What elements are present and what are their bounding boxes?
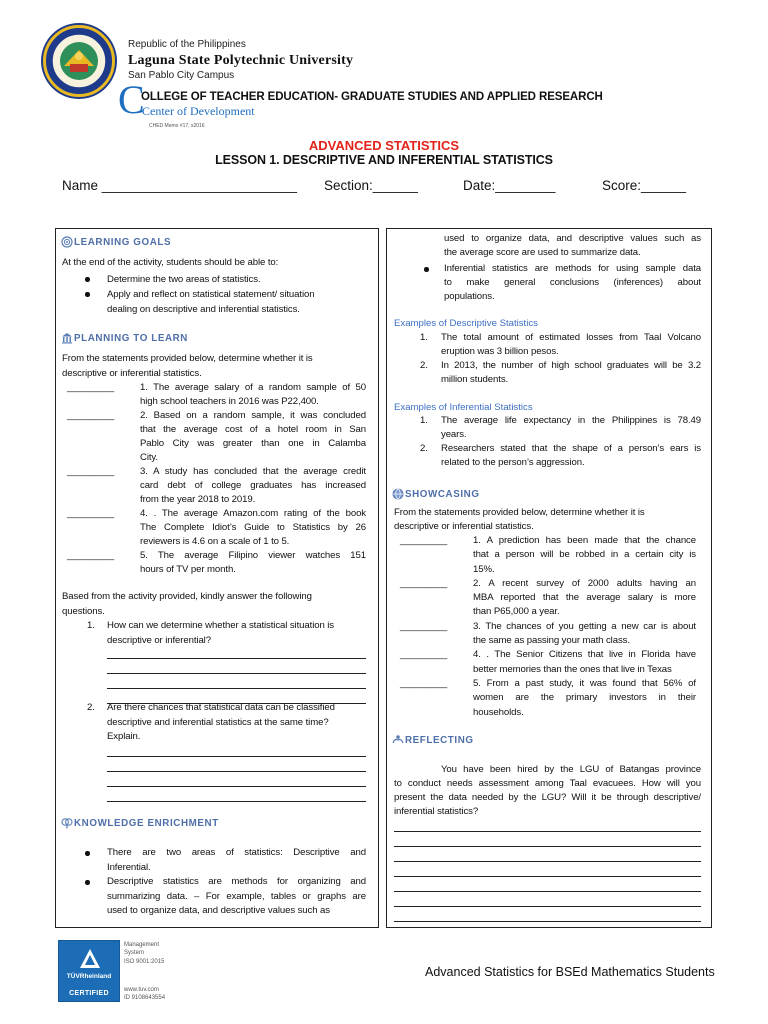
- knowledge-title: KNOWLEDGE ENRICHMENT: [74, 817, 219, 829]
- list-item-text: [107, 272, 366, 287]
- text-line: dealing on descriptive and inferential statistics.: [107, 304, 300, 315]
- text-line: Determine the two areas of statistics.: [107, 274, 261, 285]
- answer-blank[interactable]: _________: [67, 550, 115, 561]
- management-label: Management: [124, 942, 160, 948]
- text-line: From the statements provided below, determine whether it is: [62, 353, 313, 364]
- answer-line[interactable]: [107, 757, 366, 772]
- statement-text: [140, 409, 366, 465]
- name-field: Name __________________________: [62, 178, 297, 193]
- text-line: Inferential.: [107, 861, 151, 873]
- planning-heading: [61, 331, 188, 345]
- text-line: questions.: [62, 605, 105, 617]
- text-line: 5. From a past study, it was found that 56% of: [473, 677, 696, 689]
- iso-label: ISO 9001:2015: [124, 959, 165, 965]
- list-item: [82, 287, 366, 317]
- answer-blank[interactable]: _________: [400, 535, 448, 546]
- answer-line[interactable]: [107, 787, 366, 802]
- learning-goals-title: LEARNING GOALS: [74, 236, 172, 248]
- ched-memo: CHED Memo #17, s2016: [149, 123, 205, 129]
- planning-title: PLANNING TO LEARN: [74, 332, 188, 344]
- reflecting-prompt: [394, 763, 701, 819]
- text-line: inferential statistics?: [394, 806, 479, 817]
- text-line: used to organize data, and descriptive values such as: [444, 233, 701, 244]
- text-line: households.: [473, 706, 524, 718]
- text-line: than P65,000 a year.: [473, 606, 560, 618]
- cert-label: CERTIFIED: [69, 990, 109, 997]
- list-item-text: [107, 875, 366, 919]
- text-line: the average score are used to summarize data.: [444, 247, 641, 258]
- question-2-answer-lines[interactable]: [107, 742, 366, 802]
- statement-item: [67, 381, 366, 409]
- course-title: ADVANCED STATISTICS: [308, 138, 460, 153]
- building-icon: [61, 332, 73, 344]
- statement-text: [140, 549, 366, 577]
- bullet: [85, 880, 90, 885]
- text-line: 3. The chances of you getting a new car is about: [473, 620, 696, 632]
- text-line: better memories than the ones that live in Texas: [473, 663, 672, 675]
- text-line: present the data needed by the LGU? Will it be through descriptive/: [394, 792, 701, 803]
- brain-icon: [61, 817, 73, 829]
- reflecting-heading: [392, 733, 474, 747]
- text-line: The average life expectancy in the Philippines is 78.49: [441, 415, 701, 426]
- text-line: million students.: [441, 374, 509, 385]
- text-line: City.: [140, 452, 158, 463]
- text-line: The total amount of estimated losses from Taal Volcano: [441, 332, 701, 343]
- college-name: OLLEGE OF TEACHER EDUCATION- GRADUATE STUDIES AND APPLIED RESEARCH: [141, 91, 603, 103]
- text-line: 3. A study has concluded that the average credit: [140, 466, 366, 477]
- statement-item: [400, 577, 696, 620]
- statement-text: [140, 465, 366, 507]
- answer-line[interactable]: [107, 644, 366, 659]
- inferential-examples-heading: Examples of Inferential Statistics: [394, 402, 533, 413]
- showcasing-heading: [392, 487, 480, 501]
- statement-text: [473, 677, 696, 720]
- inferential-examples-list: [420, 414, 701, 470]
- text-line: from the year 2018 to 2019.: [140, 494, 256, 505]
- date-field: Date:________: [463, 178, 556, 193]
- text-line: to make general conclusions (inferences) about: [444, 277, 701, 288]
- answer-blank[interactable]: _________: [67, 410, 115, 421]
- text-line: descriptive and inferential statistics at the same time?: [107, 716, 329, 728]
- target-icon: [61, 236, 73, 248]
- text-line: The Complete Idiot’s Guide to Statistics by 26: [140, 522, 366, 533]
- bullet: [85, 851, 90, 856]
- republic-label: Republic of the Philippines: [128, 39, 246, 50]
- statement-item: [67, 465, 366, 507]
- learning-goals-intro: At the end of the activity, students should be able to:: [62, 257, 279, 268]
- question-text: [107, 701, 366, 745]
- text-line: Inferential statistics are methods for using sample data: [444, 263, 701, 274]
- showcasing-intro: [394, 506, 701, 534]
- planning-intro: [62, 352, 366, 381]
- descriptive-examples-list: [420, 331, 701, 387]
- list-item: [82, 846, 366, 875]
- text-line: descriptive or inferential statistics.: [394, 521, 534, 532]
- campus-name: San Pablo City Campus: [128, 70, 235, 81]
- answer-line[interactable]: [394, 907, 701, 922]
- text-line: card debt of college graduates has increased: [140, 480, 366, 491]
- statement-item: [67, 409, 366, 465]
- text-line: the same as passing your math class.: [473, 635, 630, 647]
- reflecting-answer-lines[interactable]: [394, 817, 701, 922]
- statement-item: [67, 549, 366, 577]
- text-line: Explain.: [107, 731, 141, 742]
- text-line: to conduct needs assessment among Taal evacuees. How will you: [394, 778, 701, 789]
- statement-item: [400, 534, 696, 577]
- text-line: related to the person’s aggression.: [441, 457, 585, 468]
- cert-brand: TÜVRheinland: [66, 973, 112, 980]
- text-line: 2. Based on a random sample, it was concluded: [140, 410, 366, 421]
- bullet: [85, 277, 90, 282]
- text-line: How can we determine whether a statistical situation is: [107, 620, 334, 631]
- example-text: [441, 414, 701, 442]
- text-line: Based from the activity provided, kindly answer the following: [62, 591, 312, 602]
- text-line: 5. The average Filipino viewer watches 151: [140, 550, 366, 561]
- tuv-website: www.tuv.com: [124, 987, 159, 993]
- answer-blank[interactable]: _________: [67, 382, 115, 393]
- text-line: You have been hired by the LGU of Batangas province: [441, 764, 701, 775]
- answer-line[interactable]: [394, 832, 701, 847]
- text-line: 2. A recent survey of 2000 adults having an: [473, 577, 696, 589]
- questions-intro: [62, 590, 366, 619]
- learning-goals-list: [82, 272, 366, 317]
- showcasing-list: [400, 534, 696, 720]
- footer-title: Advanced Statistics for BSEd Mathematics Students: [425, 965, 715, 979]
- list-item-text: [107, 287, 366, 317]
- university-name: Laguna State Polytechnic University: [128, 53, 354, 68]
- example-number: 1.: [420, 415, 428, 426]
- example-number: 2.: [420, 443, 428, 454]
- answer-line[interactable]: [394, 847, 701, 862]
- score-field: Score:______: [602, 178, 687, 193]
- answer-blank[interactable]: _________: [400, 677, 448, 689]
- planning-list: [67, 381, 366, 577]
- text-line: Are there chances that statistical data can be classified: [107, 702, 335, 713]
- statement-text: [140, 381, 366, 409]
- text-line: that the average cost of a hotel room in San: [140, 424, 366, 435]
- certificate-id: ID 9108643554: [124, 995, 166, 1001]
- text-line: populations.: [444, 291, 495, 302]
- answer-line[interactable]: [394, 877, 701, 892]
- answer-blank[interactable]: _________: [67, 466, 115, 477]
- reflecting-hands-icon: [392, 734, 404, 746]
- text-line: There are two areas of statistics: Descriptive and: [107, 847, 366, 858]
- text-line: used to organize data, and descriptive values such as: [107, 905, 330, 916]
- section-field: Section:______: [324, 178, 418, 193]
- text-line: 15%.: [473, 563, 495, 575]
- answer-blank[interactable]: _________: [67, 508, 115, 519]
- inferential-definition: [444, 262, 701, 304]
- text-line: women are the primary investors in their: [473, 692, 696, 704]
- knowledge-heading: [61, 816, 219, 830]
- text-line: Descriptive statistics are methods for organizing and: [107, 876, 366, 887]
- list-item: [82, 875, 366, 919]
- text-line: Pablo City was greater than one in Calamba: [140, 438, 366, 449]
- example-text: [441, 331, 701, 359]
- statement-text: [140, 507, 366, 549]
- text-line: reviewers is 4.6 on a scale of 1 to 5.: [140, 536, 290, 547]
- example-number: 1.: [420, 332, 428, 343]
- bullet: [424, 267, 429, 272]
- answer-blank[interactable]: _________: [400, 649, 448, 661]
- text-line: eruption was 3 billion pesos.: [441, 346, 559, 357]
- statement-text: [473, 534, 696, 577]
- text-line: descriptive or inferential?: [107, 634, 211, 646]
- center-of-development: Center of Development: [142, 104, 255, 118]
- question-1-answer-lines[interactable]: [107, 644, 366, 704]
- answer-line[interactable]: [107, 674, 366, 689]
- text-line: From the statements provided below, determine whether it is: [394, 507, 645, 518]
- globe-icon: [392, 488, 404, 500]
- text-line: MBA reported that the average salary is more: [473, 592, 696, 604]
- question-2: [87, 701, 366, 745]
- system-label: System: [124, 950, 145, 956]
- answer-line[interactable]: [394, 817, 701, 832]
- text-line: 4. . The Senior Citizens that live in Florida have: [473, 649, 696, 661]
- statement-item: [67, 507, 366, 549]
- lesson-title: LESSON 1. DESCRIPTIVE AND INFERENTIAL STATISTICS: [215, 153, 553, 167]
- answer-line[interactable]: [107, 742, 366, 757]
- university-seal-logo: [40, 22, 118, 100]
- learning-goals-heading: [61, 235, 171, 249]
- question-number: 2.: [87, 702, 95, 713]
- text-line: In 2013, the number of high school graduates will be 3.2: [441, 360, 701, 371]
- text-line: high school teachers in 2016 was P22,400.: [140, 396, 319, 407]
- list-item: [82, 272, 366, 287]
- answer-line[interactable]: [394, 892, 701, 907]
- statement-item: [400, 677, 696, 720]
- list-item-text: [107, 846, 366, 875]
- tuv-certification-badge: [58, 940, 120, 1002]
- example-item: [420, 331, 701, 359]
- knowledge-list: [82, 846, 366, 919]
- answer-line[interactable]: [107, 659, 366, 674]
- text-line: summarizing data. – For example, tables or graphs are: [107, 890, 366, 902]
- text-line: Researchers stated that the shape of a person’s ears is: [441, 443, 701, 454]
- text-line: 1. A prediction has been made that the chance: [473, 535, 696, 546]
- text-line: descriptive or inferential statistics.: [62, 367, 202, 379]
- bullet: [85, 292, 90, 297]
- example-item: [420, 359, 701, 387]
- text-line: 1. The average salary of a random sample of 50: [140, 382, 366, 393]
- tuv-triangle-icon: [78, 947, 102, 971]
- example-item: [420, 442, 701, 470]
- example-text: [441, 359, 701, 387]
- text-line: hours of TV per month.: [140, 564, 236, 575]
- text-line: years.: [441, 429, 467, 440]
- example-number: 2.: [420, 360, 428, 371]
- question-number: 1.: [87, 620, 95, 631]
- text-line: that a person will be robbed in a certain city is: [473, 549, 696, 561]
- reflecting-title: REFLECTING: [405, 734, 474, 746]
- college-initial: C: [118, 77, 145, 122]
- descriptive-examples-heading: Examples of Descriptive Statistics: [394, 318, 538, 329]
- answer-blank[interactable]: _________: [400, 620, 448, 632]
- statement-item: [400, 620, 696, 649]
- statement-text: [473, 577, 696, 620]
- showcasing-title: SHOWCASING: [405, 488, 480, 500]
- text-line: 4. . The average Amazon.com rating of the book: [140, 508, 366, 519]
- statement-text: [473, 620, 696, 649]
- answer-line[interactable]: [394, 862, 701, 877]
- text-line: Apply and reflect on statistical statement/ situation: [107, 289, 315, 300]
- statement-text: [473, 648, 696, 677]
- example-item: [420, 414, 701, 442]
- answer-blank[interactable]: _________: [400, 577, 448, 589]
- example-text: [441, 442, 701, 470]
- statement-item: [400, 648, 696, 677]
- answer-line[interactable]: [107, 772, 366, 787]
- knowledge-continuation: [444, 232, 701, 260]
